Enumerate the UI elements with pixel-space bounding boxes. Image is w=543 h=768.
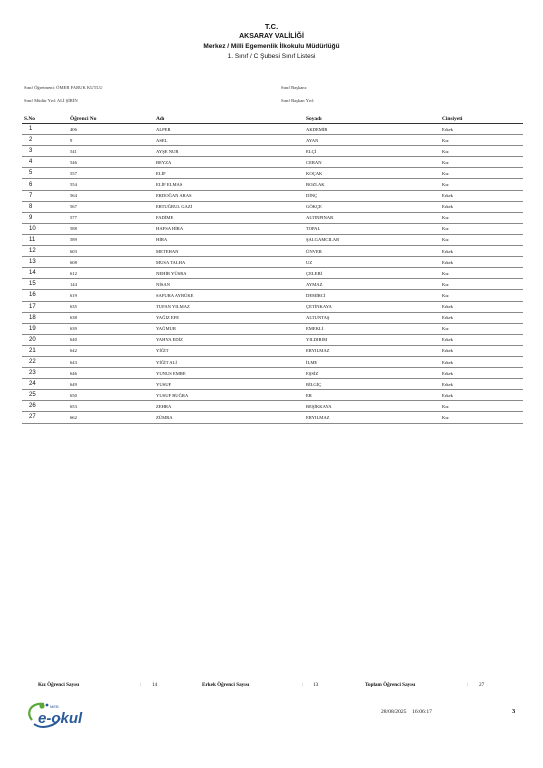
cell-last-name: CERAN: [306, 157, 442, 168]
cell-student-no: 608: [70, 257, 156, 268]
student-list-table: [22, 115, 523, 424]
cell-gender: Kız: [442, 135, 523, 146]
cell-first-name: ERTUĞRUL GAZİ: [156, 201, 306, 212]
cell-first-name: SAFURA AYBÜKE: [156, 290, 306, 301]
boys-count-label: Erkek Öğrenci Sayısı: [202, 682, 250, 688]
cell-sno: 10: [22, 223, 70, 234]
cell-gender: Erkek: [442, 345, 523, 356]
cell-student-no: 589: [70, 234, 156, 245]
cell-gender: Erkek: [442, 379, 523, 390]
column-header-student-no: Öğrenci No: [70, 115, 156, 124]
table-row: [22, 334, 523, 345]
cell-student-no: 144: [70, 279, 156, 290]
cell-last-name: BEŞİKKAYA: [306, 401, 442, 412]
cell-last-name: BOZLAK: [306, 179, 442, 190]
cell-sno: 11: [22, 234, 70, 245]
cell-sno: 14: [22, 268, 70, 279]
cell-gender: Erkek: [442, 257, 523, 268]
cell-gender: Erkek: [442, 390, 523, 401]
table-row: [22, 323, 523, 334]
cell-sno: 3: [22, 146, 70, 157]
cell-sno: 25: [22, 390, 70, 401]
total-count-label: Toplam Öğrenci Sayısı: [365, 682, 416, 688]
cell-first-name: HAFSA HİRA: [156, 223, 306, 234]
cell-sno: 19: [22, 323, 70, 334]
class-vice-president-info: Sınıf Başkan Yrd:: [281, 98, 315, 103]
separator: :: [302, 682, 304, 688]
cell-student-no: 640: [70, 334, 156, 345]
table-row: [22, 234, 523, 245]
cell-gender: Kız: [442, 146, 523, 157]
cell-first-name: HİRA: [156, 234, 306, 245]
girls-count-value: 14: [152, 682, 158, 688]
table-row: [22, 268, 523, 279]
table-row: [22, 212, 523, 223]
table-row: [22, 379, 523, 390]
separator: :: [140, 682, 142, 688]
cell-first-name: TUFAN YILMAZ: [156, 301, 306, 312]
table-row: [22, 290, 523, 301]
cell-first-name: ZÜMRA: [156, 412, 306, 423]
cell-last-name: AKDEMİR: [306, 124, 442, 135]
table-row: [22, 190, 523, 201]
table-row: [22, 157, 523, 168]
cell-sno: 9: [22, 212, 70, 223]
cell-student-no: 546: [70, 157, 156, 168]
table-row: [22, 412, 523, 423]
cell-gender: Kız: [442, 157, 523, 168]
header-tc: T.C.: [264, 22, 279, 31]
table-row: [22, 390, 523, 401]
cell-student-no: 564: [70, 190, 156, 201]
cell-gender: Erkek: [442, 356, 523, 367]
table-row: [22, 301, 523, 312]
cell-sno: 17: [22, 301, 70, 312]
cell-sno: 8: [22, 201, 70, 212]
cell-sno: 16: [22, 290, 70, 301]
cell-student-no: 619: [70, 290, 156, 301]
cell-sno: 1: [22, 124, 70, 135]
table-row: [22, 279, 523, 290]
cell-last-name: ÜNVER: [306, 246, 442, 257]
cell-sno: 2: [22, 135, 70, 146]
column-header-gender: Cinsiyeti: [442, 115, 523, 124]
cell-first-name: BEYZA: [156, 157, 306, 168]
cell-student-no: 588: [70, 223, 156, 234]
cell-last-name: ÇETİNKAYA: [306, 301, 442, 312]
cell-gender: Erkek: [442, 201, 523, 212]
table-row: [22, 223, 523, 234]
cell-last-name: GÖKÇE: [306, 201, 442, 212]
cell-last-name: EMEKLİ: [306, 323, 442, 334]
cell-sno: 21: [22, 345, 70, 356]
cell-sno: 27: [22, 412, 70, 423]
cell-gender: Erkek: [442, 334, 523, 345]
cell-first-name: MUSA TALHA: [156, 257, 306, 268]
cell-last-name: ÇELEBİ: [306, 268, 442, 279]
cell-last-name: KOÇAK: [306, 168, 442, 179]
cell-student-no: 638: [70, 312, 156, 323]
cell-sno: 24: [22, 379, 70, 390]
table-row: [22, 312, 523, 323]
total-count-value: 27: [479, 682, 485, 688]
class-president-info: Sınıf Başkanı:: [281, 85, 308, 90]
table-row: [22, 201, 523, 212]
cell-first-name: ERDOĞAN ARAS: [156, 190, 306, 201]
cell-first-name: ELİF ELMAS: [156, 179, 306, 190]
cell-student-no: 649: [70, 379, 156, 390]
cell-student-no: 662: [70, 412, 156, 423]
cell-first-name: ELİF: [156, 168, 306, 179]
table-row: [22, 356, 523, 367]
cell-gender: Kız: [442, 268, 523, 279]
e-okul-logo-mark: [22, 698, 102, 732]
table-row: [22, 124, 523, 135]
table-row: [22, 168, 523, 179]
cell-student-no: 612: [70, 268, 156, 279]
cell-first-name: YUSUF: [156, 379, 306, 390]
cell-last-name: UZ: [306, 257, 442, 268]
summary-footer: [22, 679, 523, 693]
cell-first-name: YUSUF BUĞRA: [156, 390, 306, 401]
document-header: [0, 22, 543, 62]
cell-gender: Kız: [442, 168, 523, 179]
cell-gender: Erkek: [442, 368, 523, 379]
e-okul-logo: [22, 698, 102, 732]
cell-student-no: 642: [70, 345, 156, 356]
cell-student-no: 603: [70, 246, 156, 257]
cell-first-name: YAHYA EDİZ: [156, 334, 306, 345]
cell-student-no: 643: [70, 356, 156, 367]
cell-gender: Kız: [442, 212, 523, 223]
boys-count-value: 13: [313, 682, 319, 688]
cell-first-name: YAĞMUR: [156, 323, 306, 334]
cell-last-name: ELÇİ: [306, 146, 442, 157]
teacher-info: Sınıf Öğretmeni: ÖMER FARUK KUTLU: [24, 85, 103, 90]
cell-first-name: YAĞIZ EFE: [156, 312, 306, 323]
cell-student-no: 557: [70, 168, 156, 179]
cell-student-no: 567: [70, 201, 156, 212]
cell-student-no: 653: [70, 401, 156, 412]
cell-last-name: EŞSİZ: [306, 368, 442, 379]
cell-gender: Kız: [442, 412, 523, 423]
cell-last-name: ŞALGAMCILAR: [306, 234, 442, 245]
header-governorship: AKSARAY VALİLİĞİ: [239, 33, 304, 40]
page-number: 3: [512, 708, 516, 715]
cell-first-name: NİSAN: [156, 279, 306, 290]
cell-sno: 4: [22, 157, 70, 168]
cell-student-no: 9: [70, 135, 156, 146]
cell-last-name: AYMAZ: [306, 279, 442, 290]
cell-last-name: ER: [306, 390, 442, 401]
cell-last-name: ALTINPINAR: [306, 212, 442, 223]
table-row: [22, 401, 523, 412]
cell-last-name: YILDIRIM: [306, 334, 442, 345]
cell-sno: 26: [22, 401, 70, 412]
cell-gender: Kız: [442, 223, 523, 234]
cell-sno: 13: [22, 257, 70, 268]
cell-last-name: DEMİRCİ: [306, 290, 442, 301]
cell-first-name: ASEL: [156, 135, 306, 146]
cell-last-name: ALTUNTAŞ: [306, 312, 442, 323]
cell-gender: Kız: [442, 234, 523, 245]
e-okul-wordmark: e-okul: [38, 710, 83, 727]
cell-student-no: 577: [70, 212, 156, 223]
meb-mark: MEB: [50, 704, 59, 709]
column-header-sno: S.No: [22, 115, 70, 124]
table-row: [22, 345, 523, 356]
cell-first-name: YUNUS EMRE: [156, 368, 306, 379]
table-row: [22, 135, 523, 146]
cell-student-no: 639: [70, 323, 156, 334]
print-datetime: 28/08/2025 16:06:17: [381, 709, 432, 715]
girls-count-label: Kız Öğrenci Sayısı: [38, 682, 80, 688]
cell-sno: 20: [22, 334, 70, 345]
cell-first-name: ALPER: [156, 124, 306, 135]
cell-student-no: 406: [70, 124, 156, 135]
cell-student-no: 554: [70, 179, 156, 190]
cell-gender: Kız: [442, 323, 523, 334]
table-row: [22, 146, 523, 157]
vice-principal-info: Sınıf Müdür Yrd: ALİ ŞİRİN: [24, 98, 78, 103]
cell-sno: 22: [22, 356, 70, 367]
cell-sno: 6: [22, 179, 70, 190]
table-header-row: [22, 115, 523, 124]
cell-student-no: 635: [70, 301, 156, 312]
cell-first-name: FADİME: [156, 212, 306, 223]
cell-first-name: YİĞİT ALİ: [156, 356, 306, 367]
cell-last-name: BİLGİÇ: [306, 379, 442, 390]
cell-first-name: METEHAN: [156, 246, 306, 257]
cell-student-no: 650: [70, 390, 156, 401]
cell-gender: Kız: [442, 279, 523, 290]
cell-sno: 23: [22, 368, 70, 379]
cell-gender: Kız: [442, 401, 523, 412]
cell-first-name: ZEHRA: [156, 401, 306, 412]
table-row: [22, 179, 523, 190]
column-header-first-name: Adı: [156, 115, 306, 124]
cell-gender: Erkek: [442, 301, 523, 312]
table-row: [22, 257, 523, 268]
cell-last-name: ERYILMAZ: [306, 345, 442, 356]
cell-last-name: İLME: [306, 356, 442, 367]
header-class-title: 1. Sınıf / C Şubesi Sınıf Listesi: [227, 53, 316, 60]
cell-gender: Erkek: [442, 190, 523, 201]
separator: :: [467, 682, 469, 688]
column-header-last-name: Soyadı: [306, 115, 442, 124]
cell-last-name: AYAN: [306, 135, 442, 146]
cell-gender: Kız: [442, 290, 523, 301]
cell-gender: Erkek: [442, 246, 523, 257]
cell-last-name: DİNÇ: [306, 190, 442, 201]
cell-sno: 7: [22, 190, 70, 201]
header-school: Merkez / Milli Egemenlik İlkokulu Müdürlüğü: [203, 43, 340, 50]
cell-last-name: ERYILMAZ: [306, 412, 442, 423]
cell-sno: 5: [22, 168, 70, 179]
table-row: [22, 246, 523, 257]
cell-student-no: 646: [70, 368, 156, 379]
cell-sno: 12: [22, 246, 70, 257]
cell-gender: Erkek: [442, 124, 523, 135]
cell-first-name: NEHİR YÜSRA: [156, 268, 306, 279]
cell-sno: 15: [22, 279, 70, 290]
cell-first-name: AYŞE NUR: [156, 146, 306, 157]
cell-student-no: 541: [70, 146, 156, 157]
cell-sno: 18: [22, 312, 70, 323]
cell-last-name: TOPAL: [306, 223, 442, 234]
cell-gender: Erkek: [442, 312, 523, 323]
cell-gender: Kız: [442, 179, 523, 190]
table-row: [22, 368, 523, 379]
cell-first-name: YİĞİT: [156, 345, 306, 356]
